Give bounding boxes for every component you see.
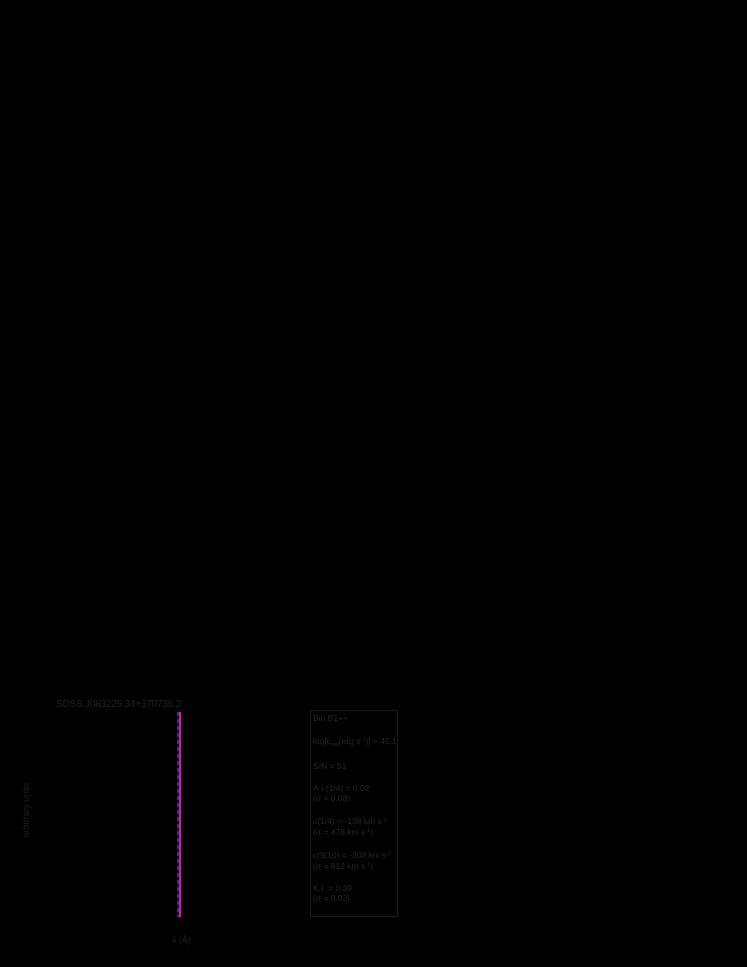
y-axis-label: arbitrary units [21,782,31,838]
ai-stat: A.I.(1/4) = 0.02 [313,782,370,793]
solid-vertical-line [179,712,181,917]
ki-sigma: (σ = 0.03) [313,893,351,903]
ai-sigma: (σ = 0.08) [313,793,351,803]
c14-sigma: (σ = 478 km $s^{-1}$) [313,827,373,837]
luminosity-stat: $\log[L_{bol}(erg$ $s^{-1})] = 45.1$ [313,735,397,748]
x-axis-label: λ (Å) [172,935,191,945]
bin-label: Bin B1++ [313,713,348,723]
sn-stat: S/N = 51 [313,761,347,771]
c910-stat: c(9/10) = -208 km $s^{-1}$ [313,849,392,860]
c910-sigma: (σ = 812 km $s^{-1}$) [313,861,373,871]
ki-stat: K.I. = 0.39 [313,882,352,893]
c14-stat: c(1/4) = -138 km $s^{-1}$ [313,815,387,826]
stats-box [310,710,398,917]
panel-title: SDSS J083225.34+370736.2 [56,699,182,710]
plot-area [48,710,304,918]
